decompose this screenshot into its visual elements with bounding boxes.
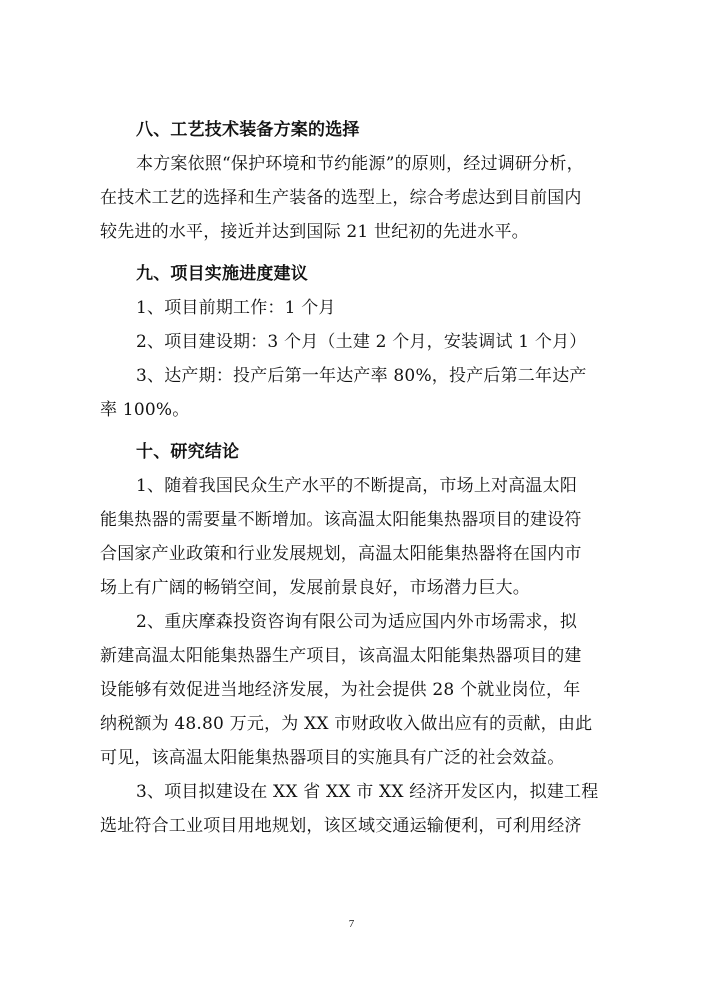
section-10-p2-line-4: 纳税额为 48.80 万元，为 XX 市财政收入做出应有的贡献，由此 [100,714,593,734]
section-9-heading: 九、项目实施进度建议 [136,264,308,284]
section-10-p1-line-2: 能集热器的需要量不断增加。该高温太阳能集热器项目的建设符 [100,510,582,530]
page-number: 7 [348,918,355,930]
section-10-p3-line-1: 3、项目拟建设在 XX 省 XX 市 XX 经济开发区内，拟建工程 [136,782,599,802]
section-9-item-3: 3、达产期：投产后第一年达产率 80%，投产后第二年达产 [136,366,587,386]
section-8-line-3: 较先进的水平，接近并达到国际 21 世纪初的先进水平。 [100,222,529,242]
section-8-line-1: 本方案依照“保护环境和节约能源”的原则，经过调研分析， [136,154,584,174]
section-10-p1-line-4: 场上有广阔的畅销空间，发展前景良好，市场潜力巨大。 [100,578,530,598]
section-8-heading: 八、工艺技术装备方案的选择 [136,120,360,140]
section-9-item-1: 1、项目前期工作：1 个月 [136,298,336,318]
page-content [100,113,636,843]
section-9-item-2: 2、项目建设期：3 个月（土建 2 个月，安装调试 1 个月） [136,332,587,352]
section-9-item-3-cont: 率 100%。 [100,400,190,420]
section-gap [100,249,636,257]
section-10-p1-line-1: 1、随着我国民众生产水平的不断提高，市场上对高温太阳 [136,476,578,496]
section-10-p2-line-5: 可见，该高温太阳能集热器项目的实施具有广泛的社会效益。 [100,748,565,768]
section-10-p2-line-3: 设能够有效促进当地经济发展，为社会提供 28 个就业岗位，年 [100,680,581,700]
section-8-line-2: 在技术工艺的选择和生产装备的选型上，综合考虑达到目前国内 [100,188,582,208]
section-10-p2-line-1: 2、重庆摩森投资咨询有限公司为适应国内外市场需求，拟 [136,612,578,632]
section-10-heading: 十、研究结论 [136,442,240,462]
section-10-p3-line-2: 选址符合工业项目用地规划，该区域交通运输便利，可利用经济 [100,816,582,836]
section-10-p1-line-3: 合国家产业政策和行业发展规划，高温太阳能集热器将在国内市 [100,544,582,564]
section-gap [100,427,636,435]
section-10-p2-line-2: 新建高温太阳能集热器生产项目，该高温太阳能集热器项目的建 [100,646,582,666]
